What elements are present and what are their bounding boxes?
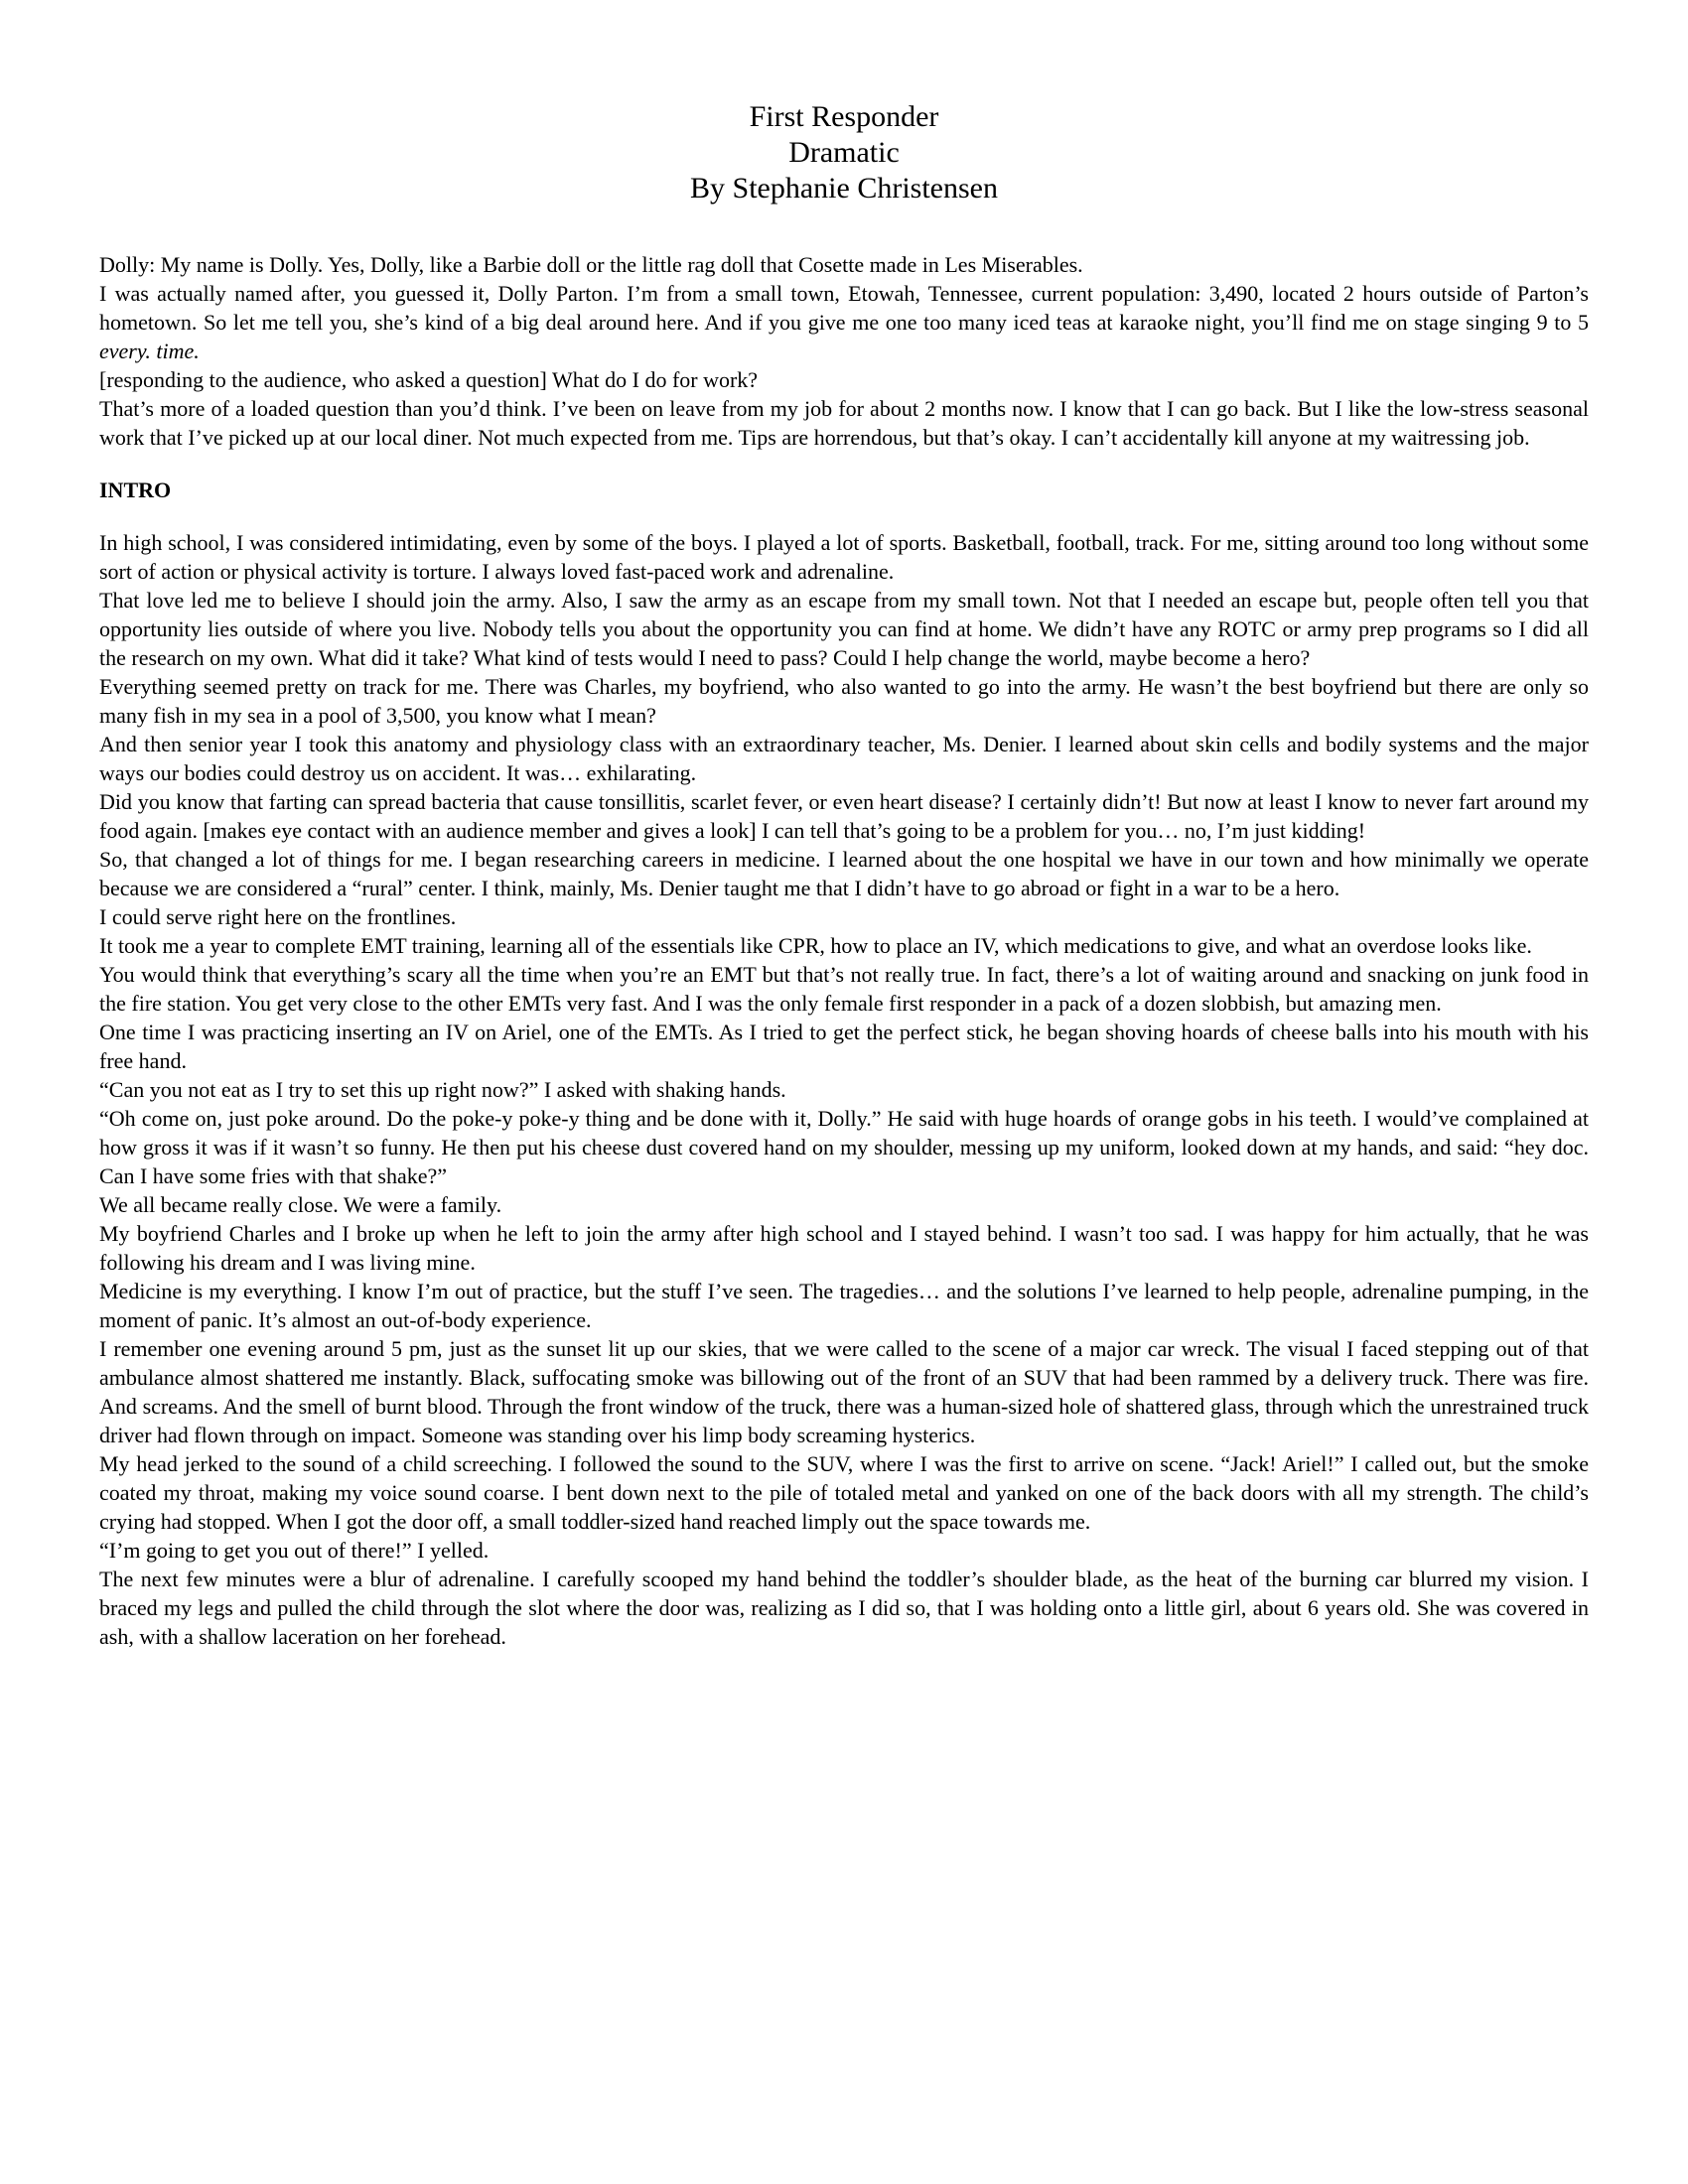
paragraph: My boyfriend Charles and I broke up when he left to join the army after high school and I stayed behind. I wasn’t too sad. I was happy for him actually, that he was following his dream and I was living mine. [99,1221,1589,1275]
paragraph: The next few minutes were a blur of adrenaline. I carefully scooped my hand behind the toddler’s shoulder blade, as the heat of the burning car blurred my vision. I braced my legs and pulled the child through the slot where the door was, realizing as I did so, that I was holding onto a little girl, about 6 years old. She was covered in ash, with a shallow laceration on her forehead. [99,1567,1589,1649]
section-heading: INTRO [99,478,172,502]
paragraph: I remember one evening around 5 pm, just as the sunset lit up our skies, that we were called to the scene of a major car wreck. The visual I faced stepping out of that ambulance almost shattered me instantly. Black, suffocating smoke was billowing out of the front of an SUV that had been rammed by a delivery truck. There was fire. And screams. And the smell of burnt blood. Through the front window of the truck, there was a human-sized hole of shattered glass, through which the unrestrained truck driver had flown through on impact. Someone was standing over his limp body screaming hysterics. [99,1336,1589,1447]
script-genre: Dramatic [788,136,900,169]
script-author: By Stephanie Christensen [690,172,998,205]
title-block [99,99,1589,206]
emphasis-text: every. time. [99,339,200,363]
paragraph: “Oh come on, just poke around. Do the poke-y poke-y thing and be done with it, Dolly.” He said with huge hoards of orange gobs in his teeth. I would’ve complained at how gross it was if it wasn’t so funny. He then put his cheese dust covered hand on my shoulder, messing up my uniform, looked down at my hands, and said: “hey doc. Can I have some fries with that shake?” [99,1106,1589,1188]
paragraph: One time I was practicing inserting an IV on Ariel, one of the EMTs. As I tried to get the perfect stick, he began shoving hoards of cheese balls into his mouth with his free hand. [99,1020,1589,1073]
paragraph: That love led me to believe I should join the army. Also, I saw the army as an escape from my small town. Not that I needed an escape but, people often tell you that opportunity lies outside of where you live. Nobody tells you about the opportunity you can find at home. We didn’t have any ROTC or army prep programs so I did all the research on my own. What did it take? What kind of tests would I need to pass? Could I help change the world, maybe become a hero? [99,588,1589,670]
paragraph: Medicine is my everything. I know I’m out of practice, but the stuff I’ve seen. The tragedies… and the solutions I’ve learned to help people, adrenaline pumping, in the moment of panic. It’s almost an out-of-body experience. [99,1279,1589,1332]
script-title: First Responder [749,100,939,133]
paragraph: I could serve right here on the frontlines. [99,904,457,929]
paragraph-text: I was actually named after, you guessed it, Dolly Parton. I’m from a small town, Etowah, Tennessee, current population: 3,490, located 2 hours outside of Parton’s hometown. So let me tell you, she’s kind of a big deal around here. And if you give me one too many iced teas at karaoke night, you’ll find me on stage singing 9 to 5 [99,281,1589,335]
paragraph: “Can you not eat as I try to set this up right now?” I asked with shaking hands. [99,1077,786,1102]
monologue-body [99,250,1589,1651]
paragraph: My head jerked to the sound of a child screeching. I followed the sound to the SUV, where I was the first to arrive on scene. “Jack! Ariel!” I called out, but the smoke coated my throat, making my voice sound coarse. I bent down next to the pile of totaled metal and yanked on one of the back doors with all my strength. The child’s crying had stopped. When I got the door off, a small toddler-sized hand reached limply out the space towards me. [99,1451,1589,1534]
paragraph: Everything seemed pretty on track for me. There was Charles, my boyfriend, who also wanted to go into the army. He wasn’t the best boyfriend but there are only so many fish in my sea in a pool of 3,500, you know what I mean? [99,674,1589,728]
paragraph: That’s more of a loaded question than you’d think. I’ve been on leave from my job for about 2 months now. I know that I can go back. But I like the low-stress seasonal work that I’ve picked up at our local diner. Not much expected from me. Tips are horrendous, but that’s okay. I can’t accidentally kill anyone at my waitressing job. [99,396,1589,450]
paragraph: It took me a year to complete EMT training, learning all of the essentials like CPR, how to place an IV, which medications to give, and what an overdose looks like. [99,933,1532,958]
paragraph [99,279,1589,365]
stage-direction: [responding to the audience, who asked a question] What do I do for work? [99,367,759,392]
paragraph: “I’m going to get you out of there!” I yelled. [99,1538,490,1563]
paragraph: We all became really close. We were a family. [99,1192,502,1217]
document-page [99,99,1589,1651]
paragraph: You would think that everything’s scary all the time when you’re an EMT but that’s not really true. In fact, there’s a lot of waiting around and snacking on junk food in the fire station. You get very close to the other EMTs very fast. And I was the only female first responder in a pack of a dozen slobbish, but amazing men. [99,962,1589,1016]
paragraph: In high school, I was considered intimidating, even by some of the boys. I played a lot of sports. Basketball, football, track. For me, sitting around too long without some sort of action or physical activity is torture. I always loved fast-paced work and adrenaline. [99,530,1589,584]
paragraph: Dolly: My name is Dolly. Yes, Dolly, like a Barbie doll or the little rag doll that Cosette made in Les Miserables. [99,252,1083,277]
paragraph: And then senior year I took this anatomy and physiology class with an extraordinary teacher, Ms. Denier. I learned about skin cells and bodily systems and the major ways our bodies could destroy us on accident. It was… exhilarating. [99,732,1589,785]
paragraph: So, that changed a lot of things for me. I began researching careers in medicine. I learned about the one hospital we have in our town and how minimally we operate because we are considered a “rural” center. I think, mainly, Ms. Denier taught me that I didn’t have to go abroad or fight in a war to be a hero. [99,847,1589,900]
paragraph: Did you know that farting can spread bacteria that cause tonsillitis, scarlet fever, or even heart disease? I certainly didn’t! But now at least I know to never fart around my food again. [makes eye contact with an audience member and gives a look] I can tell that’s going to be a problem for you… no, I’m just kidding! [99,789,1589,843]
